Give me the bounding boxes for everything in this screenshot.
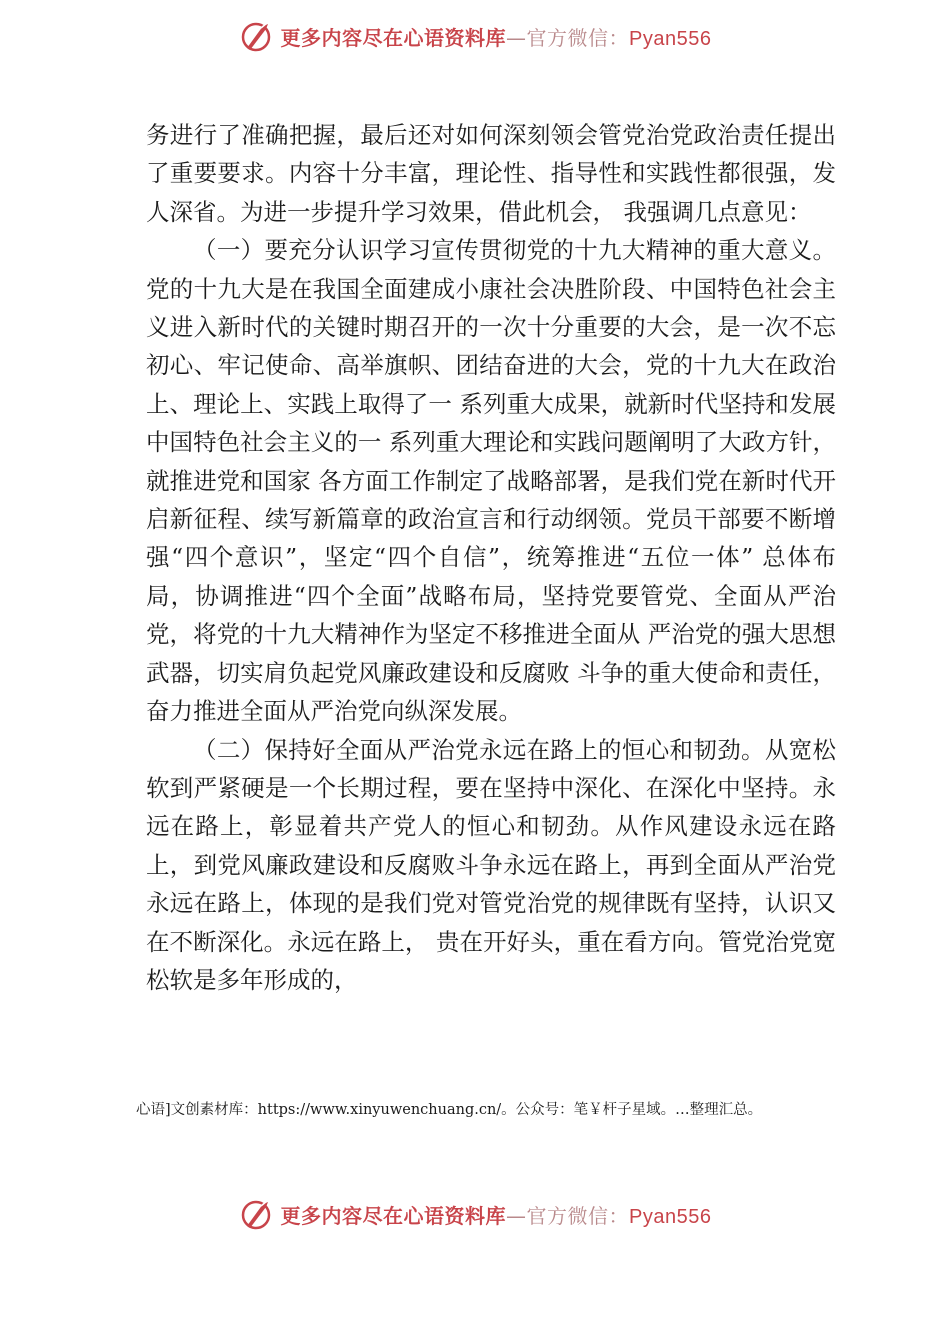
banner-main-text: 更多内容尽在心语资料库 — [280, 25, 507, 50]
source-footnote: 心语]文创素材库：https://www.xinyuwenchuang.cn/。公众号：笔￥杆子星域。…整理汇总。 — [136, 1102, 763, 1118]
banner-dash: — — [506, 1203, 527, 1228]
paragraph-section-2: （二）保持好全面从严治党永远在路上的恒心和韧劲。从宽松软到严紧硬是一个长期过程，要在坚持中深化、在深化中坚持。永远在路上，彰显着共产党人的恒心和韧劲。从作风建设永远在路上，到党风廉政建设和反腐败斗争永远在路上，再到全面从严治党永远在路上，体现的是我们党对管党治党的规律既有坚持，认识又在不断深化。永远在路上， 贵在开好头，重在看方向。管党治党宽松软是多年形成的， — [146, 735, 836, 994]
banner-wechat-id: Pyan556 — [629, 27, 712, 50]
banner-main-text: 更多内容尽在心语资料库 — [280, 1203, 507, 1228]
footer-banner — [0, 1192, 950, 1236]
banner-dash: — — [506, 25, 527, 50]
paragraph-section-1: （一）要充分认识学习宣传贯彻党的十九大精神的重大意义。党的十九大是在我国全面建成小康社会决胜阶段、中国特色社会主义进入新时代的关键时期召开的一次十分重要的大会，是一次不忘初心、牢记使命、高举旗帜、团结奋进的大会，党的十九大在政治上、理论上、实践上取得了一 系列重大成果，就新时代坚持和发展中国特色社会主义的一 系列重大理论和实践问题阐明了大政方针，就推进党和国家 各方面工作制定了战略部署，是我们党在新时代开启新征程、续写新篇章的政治宣言和行动纲领。党员干部要不断增强“四个意识”，坚定“四个自信”，统筹推进“五位一体” 总体布局，协调推进“四个全面”战略布局，坚持党要管党、全面从严治党，将党的十九大精神作为坚定不移推进全面从 严治党的强大思想武器，切实肩负起党风廉政建设和反腐败 斗争的重大使命和责任，奋力推进全面从严治党向纵深发展。 — [146, 236, 836, 726]
document-body — [146, 116, 836, 999]
fountain-pen-logo-icon — [239, 18, 275, 54]
banner-label: 官方微信： — [526, 1203, 630, 1228]
header-banner — [0, 14, 950, 58]
fountain-pen-logo-icon — [239, 1196, 275, 1232]
paragraph-continued: 务进行了准确把握，最后还对如何深刻领会管党治党政治责任提出了重要要求。内容十分丰富，理论性、指导性和实践性都很强，发人深省。为进一步提升学习效果，借此机会， 我强调几点意见： — [146, 121, 836, 226]
banner-wechat-id: Pyan556 — [629, 1205, 712, 1228]
banner-label: 官方微信： — [526, 25, 630, 50]
